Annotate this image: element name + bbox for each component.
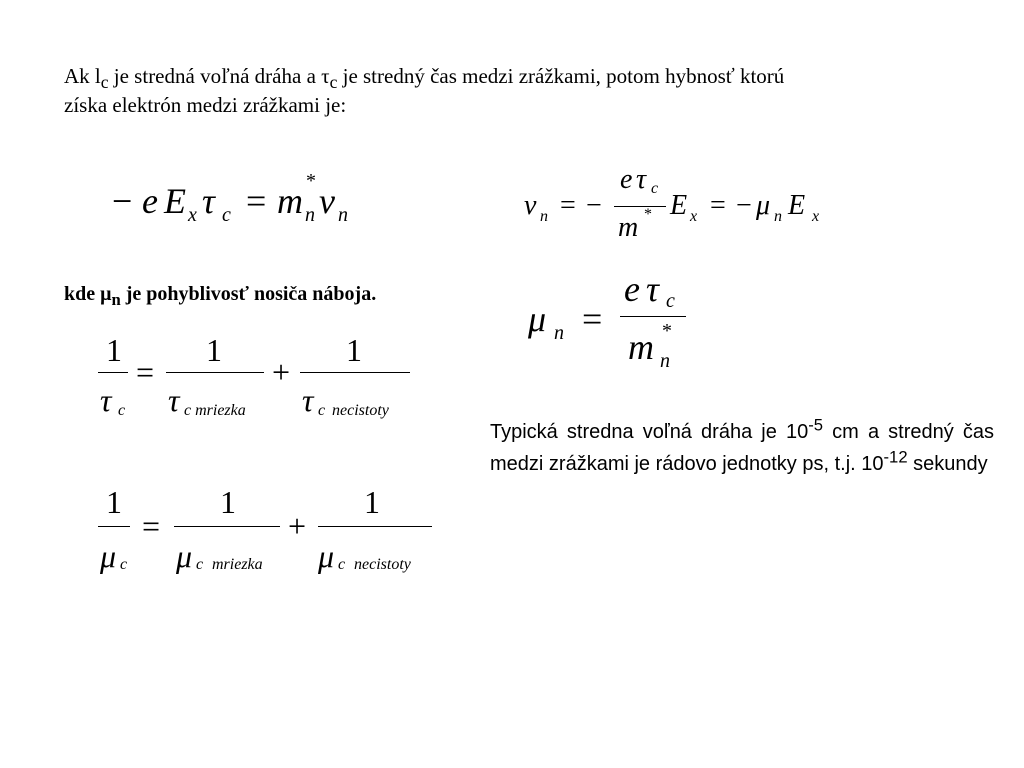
intro-text-1: Ak l	[64, 64, 101, 88]
eq2-equals-2: =	[710, 190, 726, 221]
eq2-fraction-bar	[614, 206, 666, 207]
eq5-plus: +	[288, 508, 307, 544]
eq5-sub-3c: c	[338, 556, 346, 573]
intro-sub-1: c	[100, 72, 109, 93]
note-prefix: kde μ	[64, 283, 112, 305]
side-text-2: cm a stredný čas medzi zrážkami je rádovo jednotky ps, t.j. 10	[490, 421, 995, 475]
eq5-num-3: 1	[364, 484, 380, 520]
eq2-n-2: n	[774, 208, 782, 225]
mobility-equation	[528, 270, 698, 380]
velocity-equation	[524, 166, 834, 246]
eq5-sub-3: necistoty	[354, 556, 411, 573]
eq3-tau: τ	[646, 269, 659, 309]
eq5-sub-2: mriezka	[212, 556, 263, 573]
eq2-minus: −	[586, 190, 602, 221]
eq4-bar-2	[166, 372, 264, 373]
eq3-m: m	[628, 327, 654, 367]
eq3-n-2: n	[660, 350, 670, 372]
eq2-star: *	[644, 206, 652, 223]
intro-text-3: je stredný čas medzi zrážkami, potom hybnosť ktorú	[337, 64, 785, 88]
eq3-mu: μ	[528, 299, 547, 339]
eq4-equals: =	[136, 354, 155, 390]
eq4-sub-2: c mriezka	[184, 402, 246, 419]
intro-line-2: získa elektrón medzi zrážkami je:	[64, 93, 347, 117]
eq4-num-3: 1	[346, 332, 362, 368]
typical-values-paragraph	[490, 416, 994, 480]
eq1-e: e	[142, 181, 158, 221]
eq2-e: e	[620, 164, 633, 195]
eq5-bar-3	[318, 526, 432, 527]
eq2-m: m	[618, 212, 639, 243]
eq5-mu-2: μ	[176, 538, 193, 574]
eq1-E: E	[164, 181, 186, 221]
eq5-mu-3: μ	[318, 538, 335, 574]
eq4-sub-3c: c	[318, 402, 326, 419]
eq3-n: n	[554, 322, 564, 344]
eq5-bar-1	[98, 526, 130, 527]
note-sub: n	[111, 290, 121, 309]
eq2-n: n	[540, 208, 548, 225]
side-exp-1: -5	[808, 415, 824, 435]
intro-text-2: je stredná voľná dráha a τ	[108, 64, 330, 88]
eq2-equals: =	[560, 190, 576, 221]
eq3-equals: =	[582, 299, 603, 339]
eq5-bar-2	[174, 526, 280, 527]
eq1-n2: n	[338, 204, 348, 226]
tau-sum-equation	[96, 332, 416, 428]
eq2-x: x	[690, 208, 698, 225]
eq2-c: c	[651, 180, 659, 197]
eq4-sub-3: necistoty	[332, 402, 389, 419]
momentum-equation	[112, 170, 372, 236]
eq4-bar-3	[300, 372, 410, 373]
intro-paragraph	[64, 62, 964, 120]
eq1-star: *	[306, 170, 316, 192]
eq5-c-1: c	[120, 556, 128, 573]
eq5-sub-2c: c	[196, 556, 204, 573]
eq1-x: x	[188, 204, 197, 226]
mobility-note	[64, 283, 377, 309]
side-text-3: sekundy	[907, 453, 988, 475]
side-text-1: Typická stredna voľná dráha je 10	[490, 421, 809, 443]
eq2-tau: τ	[636, 164, 647, 195]
eq3-e: e	[624, 269, 640, 309]
eq3-star: *	[662, 320, 672, 342]
eq2-E: E	[670, 190, 688, 221]
intro-sub-2: c	[329, 72, 338, 93]
side-exp-2: -12	[883, 447, 908, 467]
eq1-c: c	[222, 204, 231, 226]
eq2-minus-2: −	[736, 190, 752, 221]
eq2-mu: μ	[756, 190, 771, 221]
eq2-x-2: x	[812, 208, 820, 225]
eq4-bar-1	[98, 372, 128, 373]
eq4-tau-1: τ	[100, 382, 112, 418]
note-suffix: je pohyblivosť nosiča náboja.	[120, 283, 377, 305]
eq3-fraction-bar	[620, 316, 686, 317]
eq5-equals: =	[142, 508, 161, 544]
eq1-m: m	[277, 181, 303, 221]
eq4-plus: +	[272, 354, 291, 390]
eq1-minus: −	[112, 181, 133, 221]
eq4-c-1: c	[118, 402, 126, 419]
eq1-n: n	[305, 204, 315, 226]
eq1-equals: =	[246, 181, 267, 221]
eq2-E-2: E	[788, 190, 806, 221]
eq5-mu-1: μ	[100, 538, 117, 574]
eq1-v: v	[319, 181, 335, 221]
eq4-tau-2: τ	[168, 382, 180, 418]
eq3-c: c	[666, 290, 675, 312]
eq4-num-1: 1	[106, 332, 122, 368]
mu-sum-equation	[96, 484, 436, 584]
eq4-num-2: 1	[206, 332, 222, 368]
eq1-tau: τ	[202, 181, 215, 221]
eq5-num-1: 1	[106, 484, 122, 520]
eq4-tau-3: τ	[302, 382, 314, 418]
eq5-num-2: 1	[220, 484, 236, 520]
eq2-v: v	[524, 190, 537, 221]
